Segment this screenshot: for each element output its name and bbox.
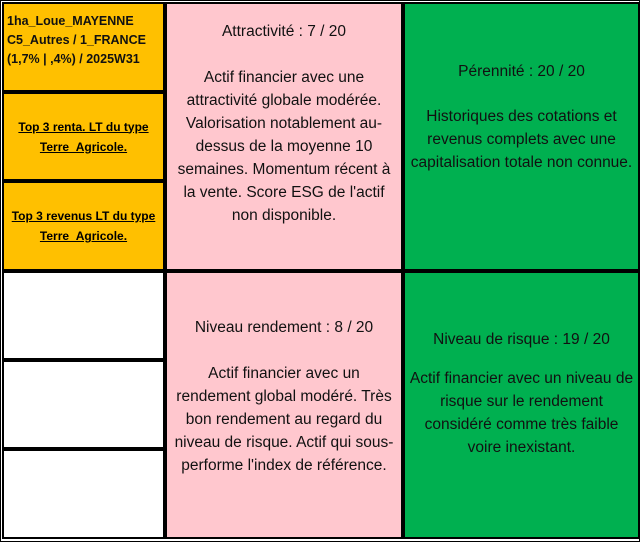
risque-heading: Niveau de risque : 19 / 20 bbox=[433, 331, 610, 348]
attractivite-heading: Attractivité : 7 / 20 bbox=[221, 23, 347, 40]
empty-cell bbox=[2, 360, 165, 449]
attractivite-panel bbox=[165, 2, 403, 271]
empty-cell bbox=[2, 449, 165, 539]
risque-panel bbox=[403, 271, 640, 539]
rendement-panel bbox=[165, 271, 403, 539]
top-revenus-cell bbox=[2, 181, 165, 271]
top-renta-link[interactable]: Top 3 renta. LT du type Terre_Agricole. bbox=[18, 119, 149, 154]
perennite-description: Historiques des cotations et revenus complets avec une capitalisation totale non connue. bbox=[410, 108, 633, 171]
top-renta-cell bbox=[2, 92, 165, 181]
risque-description: Actif financier avec un niveau de risque sur le rendement considéré comme très faible voire inexistant. bbox=[409, 370, 634, 456]
rendement-heading: Niveau rendement : 8 / 20 bbox=[194, 319, 374, 336]
top-revenus-link[interactable]: Top 3 revenus LT du type Terre_Agricole. bbox=[11, 209, 156, 243]
asset-title: 1ha_Loue_MAYENNE C5_Autres / 1_FRANCE (1,7% | ,4%) / 2025W31 bbox=[7, 14, 146, 66]
attractivite-description: Actif financier avec une attractivité globale modérée. Valorisation notablement au-dessus de la moyenne 10 semaines. Momentum récent à la vente. Score ESG de l'actif non disponible. bbox=[177, 69, 391, 224]
perennite-heading: Pérennité : 20 / 20 bbox=[458, 63, 585, 80]
perennite-panel bbox=[403, 2, 640, 271]
rendement-description: Actif financier avec un rendement global modéré. Très bon rendement au regard du niveau de risque. Actif qui sous-performe l'index de référence. bbox=[174, 365, 394, 474]
empty-cell bbox=[2, 271, 165, 360]
asset-title-cell bbox=[2, 2, 165, 92]
